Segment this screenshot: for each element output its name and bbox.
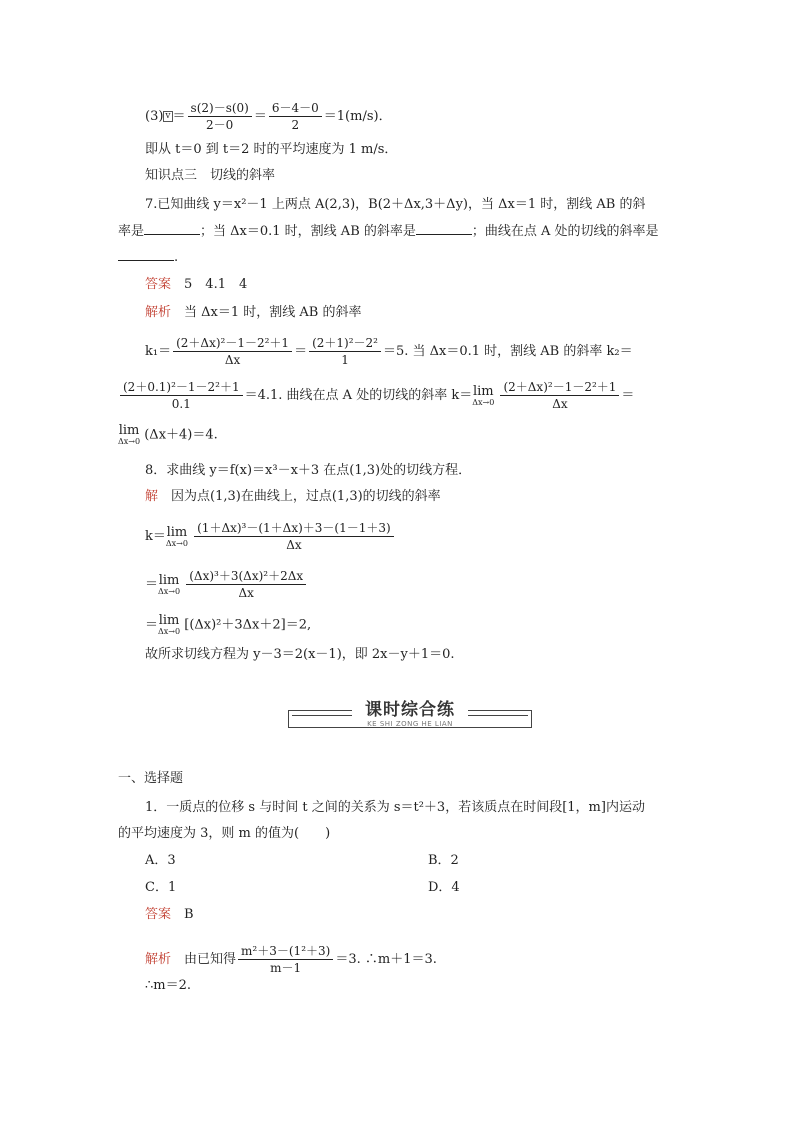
fraction: $\frac{\text{(2＋Δx)²－1－2²＋1}}{\Delta x}$ [173,335,292,368]
solution-8-conclusion: 故所求切线方程为 y－3＝2(x－1)，即 2x－y＋1＝0. [145,647,455,662]
option-a[interactable]: A．3 [145,853,176,868]
solution-7-line3: $\frac{\text{(2＋0.1)²－1－2²＋1}}{0.1}$ ＝4.1. 曲线在点 A 处的切线的斜率 k＝ lim Δx→0 $\frac{\text{(2＋Δx)²－1－2²＋1}}{\Delta x}$ ＝ [118,379,634,412]
solution-8-line2: k＝ lim Δx→0 $\frac{\text{(1＋Δx)³－(1＋Δx)＋3－(1－1＋3)}}{\Delta x}$ [145,520,396,553]
solution-8-line1: 解 因为点(1,3)在曲线上，过点(1,3)的切线的斜率 [145,489,441,504]
v-icon: v [165,111,171,121]
solution-7-line2: k₁＝ $\frac{\text{(2＋Δx)²－1－2²＋1}}{\Delta x}$ ＝ $\frac{\text{(2＋1)²－2²}}{1}$ ＝5. 当 Δx＝0.1 时，割线 AB 的斜率 k₂＝ [145,336,633,367]
limit-symbol: lim Δx→0 [158,613,181,636]
option-c[interactable]: C．1 [145,880,177,895]
fraction: $\frac{\text{(Δx)³＋3(Δx)²＋2Δx}}{\Delta x}$ [186,568,306,601]
answer-blank[interactable] [144,222,200,235]
answer-blank[interactable] [416,222,472,235]
fraction: $\frac{\text{m²＋3－(1²＋3)}}{m-1}$ [238,943,333,976]
solution-1-final: ∴m＝2. [145,978,192,993]
fraction: $\frac{s(2)-s(0)}{2-0}$ [188,100,252,133]
section-title: 知识点三 切线的斜率 [145,168,276,183]
limit-symbol: lim Δx→0 [165,524,188,548]
solution-label: 解 [145,489,159,504]
limit-symbol: lim Δx→0 [472,383,495,407]
banner-subtitle: KE SHI ZONG HE LIAN [367,720,453,728]
limit-symbol: lim Δx→0 [158,572,181,596]
answer-label: 答案 [145,907,172,922]
q7-line3: . [118,248,178,267]
solution-7-line4: lim Δx→0 (Δx＋4)＝4. [118,423,218,446]
answer-label: 答案 [145,277,172,292]
solution-label: 解析 [145,952,172,967]
solution-1-line1: 解析 由已知得 $\frac{\text{m²＋3－(1²＋3)}}{m-1}$ ＝3. ∴m＋1＝3. [145,944,437,975]
solution-label: 解析 [145,305,172,320]
p3-line: (3) v ＝ $\frac{s(2)-s(0)}{2-0}$ ＝ $\frac{6-4-0}{2}$ ＝1(m/s)． [145,101,392,132]
answer-7: 答案 5 4.1 4 [145,277,248,292]
solution-8-line4: ＝ lim Δx→0 [(Δx)²＋3Δx＋2]＝2, [145,613,312,636]
answer-1: 答案 B [145,907,194,922]
part-heading: 一、选择题 [118,771,184,786]
solution-7-line1: 解析 当 Δx＝1 时，割线 AB 的斜率 [145,305,362,320]
limit-symbol: lim Δx→0 [118,423,141,446]
option-b[interactable]: B．2 [428,853,459,868]
avg-velocity-text: 即从 t＝0 到 t＝2 时的平均速度为 1 m/s． [145,142,398,157]
section-banner [288,700,532,730]
q1-line2: 的平均速度为 3，则 m 的值为( ) [118,826,331,841]
answer-blank[interactable] [118,248,174,261]
q8-text: 8．求曲线 y＝f(x)＝x³－x＋3 在点(1,3)处的切线方程． [145,463,472,478]
fraction: $\frac{\text{(1＋Δx)³－(1＋Δx)＋3－(1－1＋3)}}{\Delta x}$ [194,520,394,553]
banner-title: 课时综合练 [352,700,468,722]
fraction: $\frac{\text{(2＋1)²－2²}}{1}$ [309,335,381,368]
option-d[interactable]: D．4 [428,880,460,895]
q1-line1: 1．一质点的位移 s 与时间 t 之间的关系为 s＝t²＋3，若该质点在时间段[1，m]内运动 [145,800,645,815]
solution-8-line3: ＝ lim Δx→0 $\frac{\text{(Δx)³＋3(Δx)²＋2Δx}}{\Delta x}$ [145,568,308,601]
p3-label: (3) [145,109,164,124]
q7-line2: 率是 ；当 Δx＝0.1 时，割线 AB 的斜率是 ；曲线在点 A 处的切线的斜率是 [118,224,659,239]
banner-line-left [292,715,352,716]
fraction: $\frac{\text{(2＋0.1)²－1－2²＋1}}{0.1}$ [120,379,243,412]
q7-line1: 7.已知曲线 y＝x²－1 上两点 A(2,3)，B(2＋Δx,3＋Δy)，当 Δx＝1 时，割线 AB 的斜 [145,197,646,212]
fraction: $\frac{\text{(2＋Δx)²－1－2²＋1}}{\Delta x}$ [500,379,619,412]
banner-line-right [468,715,528,716]
fraction: $\frac{6-4-0}{2}$ [269,100,322,133]
